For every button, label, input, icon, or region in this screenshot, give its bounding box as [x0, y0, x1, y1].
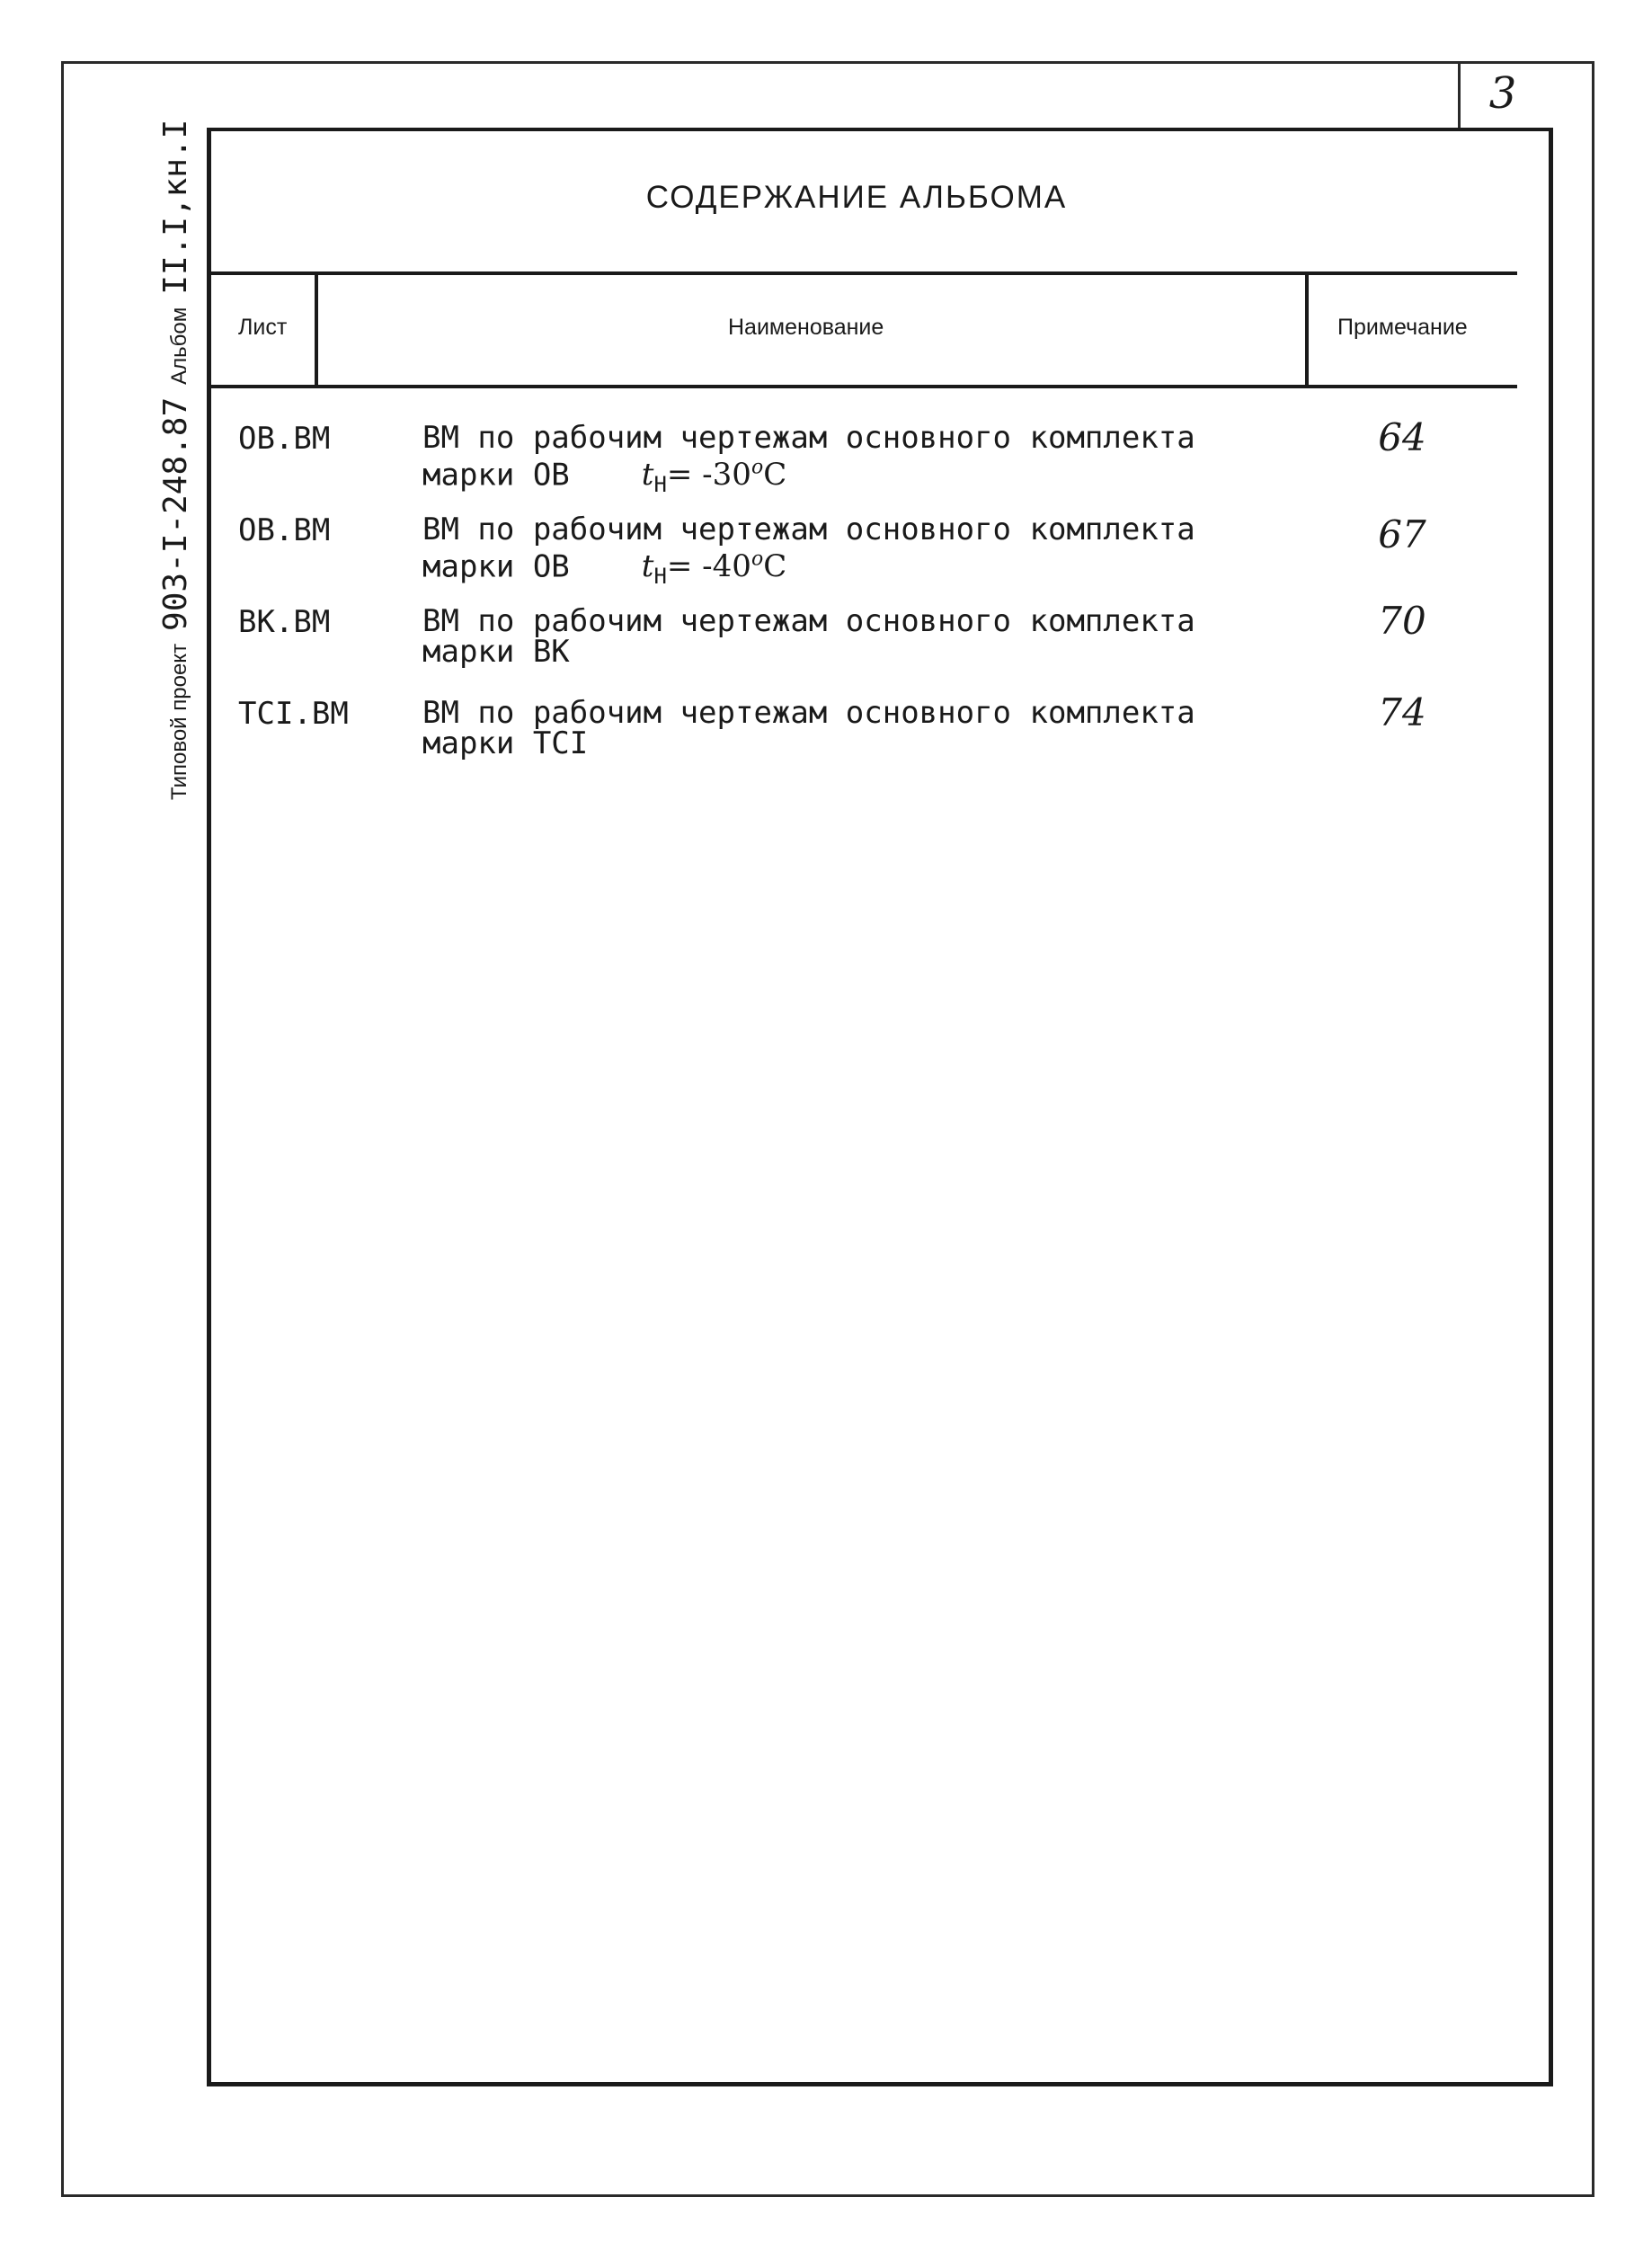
- row-name-line1: ВМ по рабочим чертежам основного комплекта: [422, 420, 1195, 456]
- row-name-line1: ВМ по рабочим чертежам основного комплекта: [422, 695, 1195, 731]
- column-header-sheet: Лист: [238, 315, 288, 340]
- row-name-line2: марки ТСI: [422, 725, 589, 761]
- column-header-name: Наименование: [728, 315, 884, 340]
- column-header-note: Примечание: [1337, 315, 1468, 340]
- row-note: 74: [1378, 690, 1426, 734]
- column-divider: [315, 271, 318, 385]
- project-code: 903-I-248.87: [157, 396, 194, 631]
- side-stamp: [157, 120, 194, 800]
- row-sheet-code: ТСI.ВМ: [238, 696, 349, 732]
- row-name-line2: марки ВК: [422, 634, 570, 670]
- row-name-line2: [422, 545, 1249, 592]
- row-sheet-code: ВК.ВМ: [238, 604, 331, 640]
- page-number: 3: [1488, 68, 1517, 119]
- temperature-value: = -30: [666, 457, 751, 494]
- column-divider: [1305, 271, 1309, 385]
- temperature-value: = -40: [666, 548, 751, 585]
- temperature-subscript: Н: [653, 472, 667, 498]
- row-name-line1: ВМ по рабочим чертежам основного комплекта: [422, 512, 1195, 547]
- row-note: 64: [1378, 415, 1426, 459]
- row-name-line2: [422, 453, 1249, 500]
- temperature-degree: о: [751, 548, 764, 571]
- row-note: 70: [1378, 599, 1426, 643]
- temperature-symbol: t: [641, 548, 654, 585]
- temperature-unit: С: [763, 457, 787, 494]
- project-label: Типовой проект: [167, 643, 191, 800]
- row-name-line1: ВМ по рабочим чертежам основного комплекта: [422, 603, 1195, 639]
- temperature-formula: [641, 548, 787, 590]
- temperature-unit: С: [763, 548, 787, 585]
- temperature-subscript: Н: [653, 564, 667, 590]
- temperature-degree: о: [751, 457, 764, 479]
- row-name-mark: марки ОВ: [422, 548, 570, 585]
- temperature-symbol: t: [641, 457, 654, 494]
- temperature-formula: [641, 457, 787, 498]
- row-sheet-code: ОВ.ВМ: [238, 421, 331, 457]
- album-label: Альбом: [167, 307, 191, 385]
- row-name-mark: марки ОВ: [422, 457, 570, 494]
- page-title: СОДЕРЖАНИЕ АЛЬБОМА: [645, 180, 1068, 215]
- album-code: II.I,кн.I: [157, 119, 194, 295]
- row-note: 67: [1378, 512, 1426, 556]
- row-sheet-code: ОВ.ВМ: [238, 512, 331, 548]
